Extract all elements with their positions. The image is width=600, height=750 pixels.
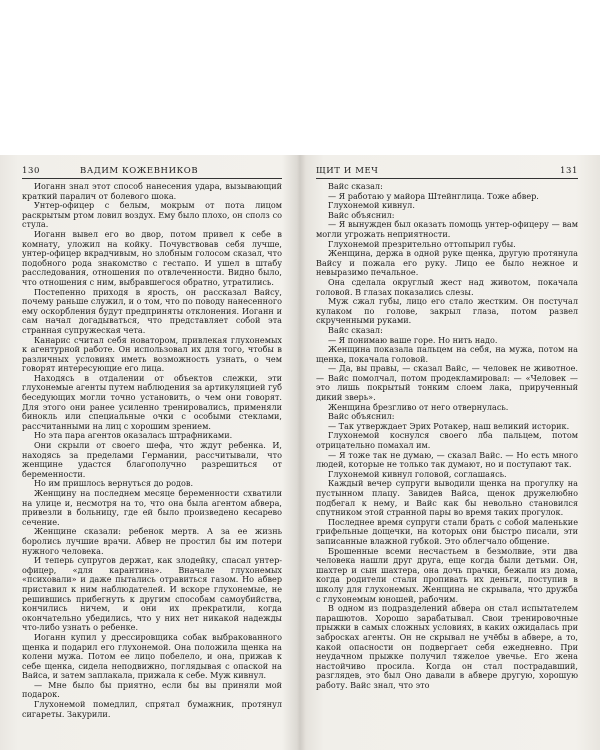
- paragraph: Глухонемой презрительно оттопырил губы.: [328, 238, 516, 249]
- paragraph: — Так утверждает Эрих Ротакер, наш великий историк.: [328, 420, 570, 431]
- book-spread: [0, 155, 600, 750]
- left-running-head: [22, 166, 282, 179]
- paragraph: Брошенные всеми несчастьем в безмолвие, эти два человека нашли друг друга, еще когда были детьми. Он, шахтер и сын шахтера, она дочь прачки, бежали из дома, когда родители стали пропивать их деньги, поступив в школу для глухонемых. Женщина не скрывала, что дружба с глухонемым юношей, рабочим.: [316, 545, 578, 604]
- paragraph: — Я тоже так не думаю, — сказал Вайс. — Но есть много людей, которые не только так думают, но и поступают так.: [316, 449, 578, 470]
- paragraph: Она сделала округлый жест над животом, покачала головой. В глазах показались слезы.: [316, 276, 578, 297]
- paragraph: Женщина брезгливо от него отвернулась.: [328, 401, 509, 412]
- paragraph: Каждый вечер супруги выводили щенка на прогулку на пустынном плацу. Завидев Вайса, щенок дружелюбно подбегал к нему, и Вайс как бы невольно становился спутником этой странной пары во время таких прогулок.: [316, 478, 578, 518]
- right-page-text: [316, 182, 578, 690]
- paragraph: Женщина, держа в одной руке щенка, другую протянула Вайсу и пожала его руку. Лицо ее было нежное и невыразимо печальное.: [316, 248, 578, 278]
- left-page-text: [22, 182, 282, 719]
- paragraph: Женщине сказали: ребенок мертв. А за ее жизнь боролись лучшие врачи. Абвер не простил бы им потери нужного человека.: [22, 526, 282, 556]
- paragraph: В одном из подразделений абвера он стал испытателем парашютов. Хорошо зарабатывал. Свои тренировочные прыжки в самых сложных условиях, в каких ожидалась при забросках агенты. Он не скрывал не учёбы в абвере, а то, какой опасности он подвергает себя ежедневно. При неудачном прыжке получил тяжелое увечье. Его жена настойчиво просила. Когда он стал пострадавший, разглядев, это был Оно давали в абвере другую, хорошую работу. Вайс знал, что это: [316, 603, 578, 690]
- paragraph: Глухонемой кивнул головой, соглашаясь.: [328, 468, 507, 479]
- left-page: [22, 155, 282, 750]
- paragraph: Но эта пара агентов оказалась штрафниками.: [34, 430, 233, 441]
- paragraph: — Я работаю у майора Штейнглица. Тоже абвер.: [328, 190, 539, 201]
- paragraph: Иоганн знал этот способ нанесения удара, вызывающий краткий паралич от болевого шока.: [22, 181, 282, 201]
- paragraph: Муж сжал губы, лицо его стало жестким. Он постучал кулаком по голове, закрыл глаза, потом развел скрученными руками.: [316, 296, 578, 326]
- running-head-author: ВАДИМ КОЖЕВНИКОВ: [80, 166, 199, 176]
- paragraph: Они скрыли от своего шефа, что ждут ребенка. И, находясь за пределами Германии, рассчитывали, что женщине удастся благополучно разрешиться от беременности.: [22, 440, 282, 479]
- paragraph: Глухонемой коснулся своего лба пальцем, потом отрицательно помахал им.: [316, 430, 578, 451]
- paragraph: Женщину на последнем месяце беременности схватили на улице и, несмотря на то, что она была агентом абвера, привезли в больницу, где ей было произведено кесарево сечение.: [22, 488, 282, 527]
- paragraph: Постепенно приходя в ярость, он рассказал Вайсу, почему раньше служил, и о том, что по поводу нанесенного ему оскорбления будут предприняты отклонения. Иоганн и сам начал догадываться, что представляет собой эта странная супружеская чета.: [22, 286, 282, 335]
- right-running-head: [316, 166, 578, 179]
- paragraph: Вайс объяснил:: [328, 411, 395, 422]
- paragraph: Вайс объяснил:: [328, 209, 395, 220]
- paragraph: Женщина показала пальцем на себя, на мужа, потом на щенка, покачала головой.: [316, 344, 578, 364]
- running-head-book-title: ЩИТ И МЕЧ: [316, 166, 379, 176]
- page-number: 130: [22, 166, 41, 176]
- paragraph: Но им пришлось вернуться до родов.: [34, 478, 194, 489]
- paragraph: — Я понимаю ваше горе. Но нить надо.: [328, 334, 498, 345]
- paragraph: Последнее время супруги стали брать с собой маленькие грифельные дощечки, на которых они быстро писали, эти записанные влажной губкой. Это облегчало общение.: [316, 516, 578, 546]
- paragraph: — Я вынужден был оказать помощь унтер-офицеру — вам могли угрожать неприятности.: [316, 219, 578, 239]
- paragraph: Глухонемой помедлил, спрятал бумажник, протянул сигареты. Закурили.: [22, 699, 282, 719]
- paragraph: Находясь в отдалении от объектов слежки, эти глухонемые агенты путем наблюдения за артикуляцией губ беседующих могли точно установить, о чем они говорят. Для этого они ранее усиленно тренировались, применяли бинокль или специальные очки с особыми стеклами, рассчитанными на лиц с хорошим зрением.: [22, 372, 282, 431]
- paragraph: Канарис считал себя новатором, привлекая глухонемых к агентурной работе. Он использовал их для того, чтобы в различных условиях иметь возможность узнать, о чем говорят интересующие его лица.: [22, 334, 282, 374]
- paragraph: Вайс сказал:: [328, 181, 383, 191]
- paragraph: — Да, вы правы, — сказал Вайс, — человек не животное. — Вайс помолчал, потом продекламировал: — «Человек — это лишь покрытый тонким слоем лака, прирученный дикий зверь».: [316, 363, 578, 403]
- paragraph: Глухонемой кивнул.: [328, 200, 415, 211]
- paragraph: Иоганн вывел его во двор, потом привел к себе в комнату, уложил на койку. Почувствовав себя лучше, унтер-офицер вкрадчивым, но злобным голосом сказал, что подобного рода знакомство с гестапо. И ушел в штабу расследования, отношения по отвлеченности. Видно было, что отношения с ним, выбравшегося обратно, утратились.: [22, 228, 282, 287]
- page-number: 131: [559, 166, 578, 176]
- paragraph: Вайс сказал:: [328, 324, 383, 335]
- paragraph: И теперь супругов держат, как злодейку, спасал унтер-офицер, «для карантина». Вначале глухонемых «психовали» и даже пытались отравиться газом. Но абвер приставил к ним наблюдателей. И вскоре глухонемые, не решившись прибегнуть к другим способам самоубийства, кончились ничем, и они их прекратили, когда окончательно убедились, что у них нет никакой надежды что-либо узнать о ребенке.: [22, 555, 282, 633]
- right-page: [316, 155, 578, 750]
- paragraph: Унтер-офицер с белым, мокрым от пота лицом раскрытым ртом ловил воздух. Ему было плохо, он сполз со стула.: [22, 200, 282, 230]
- paragraph: — Мне было бы приятно, если бы вы приняли мой подарок.: [22, 679, 282, 700]
- paragraph: Иоганн купил у дрессировщика собак выбракованного щенка и подарил его глухонемой. Она положила щенка на колени мужа. Потом ее лицо побелело, и она, прижав к себе щенка, сидела неподвижно, поглядывая с опаской на Вайса, и затем заплакала, прижала к себе. Муж кивнул.: [22, 631, 282, 681]
